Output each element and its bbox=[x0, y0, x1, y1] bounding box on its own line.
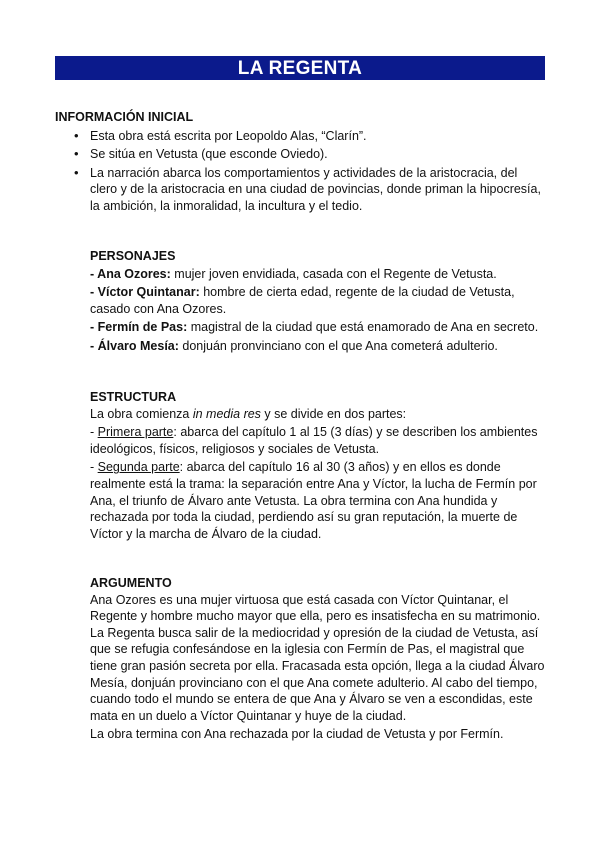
section-structure bbox=[90, 389, 545, 544]
structure-intro: La obra comienza in media res y se divide en dos partes: bbox=[90, 406, 407, 421]
document-title: LA REGENTA bbox=[55, 56, 545, 80]
section-heading-characters: PERSONAJES bbox=[90, 249, 176, 263]
section-heading-plot: ARGUMENTO bbox=[90, 576, 172, 590]
section-plot bbox=[90, 575, 545, 745]
character-entry: - Álvaro Mesía: donjuán pronvinciano con el que Ana cometerá adulterio. bbox=[90, 338, 498, 353]
bullet-icon: • bbox=[74, 127, 79, 143]
section-heading-info: INFORMACIÓN INICIAL bbox=[55, 110, 194, 124]
character-entry: - Víctor Quintanar: hombre de cierta edad, regente de la ciudad de Vetusta, casado con Ana Ozores. bbox=[90, 285, 515, 316]
list-item: • La narración abarca los comportamientos y actividades de la aristocracia, del clero y de la aristocracia en una ciudad de povincias, donde priman la hipocresía, la ambición, la inmoralidad, la incultura y el tedio. bbox=[74, 164, 541, 213]
character-entry: - Fermín de Pas: magistral de la ciudad que está enamorado de Ana en secreto. bbox=[90, 320, 539, 335]
structure-part-2: - Segunda parte: abarca del capítulo 16 al 30 (3 años) y en ellos es donde realmente está la trama: la separación entre Ana y Víctor, la lucha de Fermín por Ana, el triunfo de Álvaro ante Vetusta. La obra termina con Ana hundida y rechazada por toda la ciudad, perdiendo así su gran reputación, la muerte de Víctor y la marcha de Álvaro de la ciudad. bbox=[90, 460, 537, 541]
structure-part-1: - Primera parte: abarca del capítulo 1 al 15 (3 días) y se describen los ambientes ideológicos, físicos, religiosos y sociales de Vetusta. bbox=[90, 425, 538, 456]
section-heading-structure: ESTRUCTURA bbox=[90, 390, 177, 404]
plot-paragraph: Ana Ozores es una mujer virtuosa que está casada con Víctor Quintanar, el Regente y hombre mucho mayor que ella, pero es insatisfecha en su matrimonio. La Regenta busca salir de la mediocridad y opresión de la ciudad de Vetusta, así que se refugia confesándose en la iglesia con Fermín de Pas, el magistral que tiene gran pasión secreta por ella. Fracasada esta opción, llega a la ciudad Álvaro Mesía, donjuán provinciano con el que Ana comete adulterio. Al cabo del tiempo, cuando todo el mundo se entera de que Ana y Álvaro se ven a escondidas, este mata en un duelo a Víctor Quintanar y huye de la ciudad. bbox=[90, 592, 545, 723]
list-item: • Esta obra está escrita por Leopoldo Alas, “Clarín”. bbox=[74, 127, 367, 143]
list-item: • Se sitúa en Vetusta (que esconde Oviedo). bbox=[74, 146, 328, 162]
section-info bbox=[55, 109, 545, 217]
bullet-icon: • bbox=[74, 164, 79, 180]
plot-paragraph: La obra termina con Ana rechazada por la ciudad de Vetusta y por Fermín. bbox=[90, 727, 504, 742]
bullet-icon: • bbox=[74, 146, 79, 162]
character-entry: - Ana Ozores: mujer joven envidiada, casada con el Regente de Vetusta. bbox=[90, 266, 497, 281]
info-bullet-list bbox=[55, 128, 545, 215]
section-characters bbox=[90, 248, 545, 357]
